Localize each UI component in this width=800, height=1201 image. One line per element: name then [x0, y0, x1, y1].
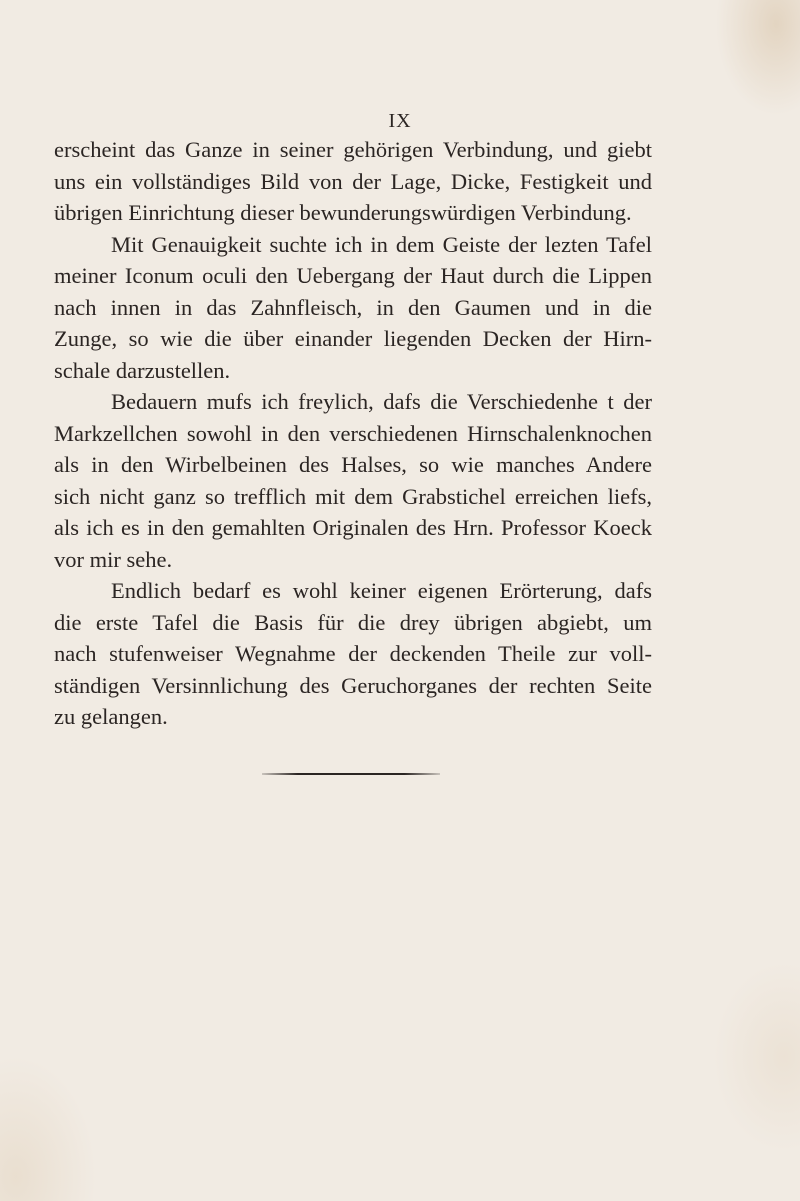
text-line: uns ein vollständiges Bild von der Lage, Dicke, Festigkeit und: [54, 168, 652, 194]
paragraph-4: [54, 575, 652, 733]
paragraph-3: [54, 386, 652, 575]
text-line: nach stufenweiser Wegnahme der deckenden Theile zur voll-: [54, 641, 652, 666]
text-line: zu gelangen.: [54, 704, 168, 729]
paragraph-2: [54, 229, 652, 387]
text-line: als ich es in den gemahlten Originalen des Hrn. Professor Koeck: [54, 515, 652, 540]
text-line: ständigen Versinnlichung des Geruchorganes der rechten Seite: [54, 672, 652, 698]
text-line: als in den Wirbelbeinen des Halses, so wie manches Andere: [54, 452, 652, 477]
body-text: [54, 134, 652, 733]
text-line: Zunge, so wie die über einander liegenden Decken der Hirn-: [54, 326, 652, 351]
text-line: schale darzustellen.: [54, 357, 231, 383]
text-line: sich nicht ganz so trefflich mit dem Grabstichel erreichen liefs,: [54, 483, 652, 509]
text-line: vor mir sehe.: [54, 546, 173, 572]
text-line: übrigen Einrichtung dieser bewunderungswürdigen Verbindung.: [54, 200, 632, 225]
text-line: erscheint das Ganze in seiner gehörigen Verbindung, und giebt: [54, 137, 652, 162]
paragraph-1: [54, 134, 652, 229]
text-line: Mit Genauigkeit suchte ich in dem Geiste der lezten Tafel: [111, 231, 652, 257]
text-line: meiner Iconum oculi den Uebergang der Haut durch die Lippen: [54, 263, 652, 288]
text-line: die erste Tafel die Basis für die drey übrigen abgiebt, um: [54, 609, 652, 635]
text-line: nach innen in das Zahnfleisch, in den Gaumen und in die: [54, 294, 652, 320]
text-line: Markzellchen sowohl in den verschiedenen Hirnschalenknochen: [54, 420, 652, 446]
text-line: Endlich bedarf es wohl keiner eigenen Erörterung, dafs: [111, 578, 652, 603]
text-line: Bedauern mufs ich freylich, dafs die Verschiedenhe t der: [111, 389, 652, 414]
page-number: IX: [388, 110, 412, 132]
end-rule: [262, 773, 440, 775]
